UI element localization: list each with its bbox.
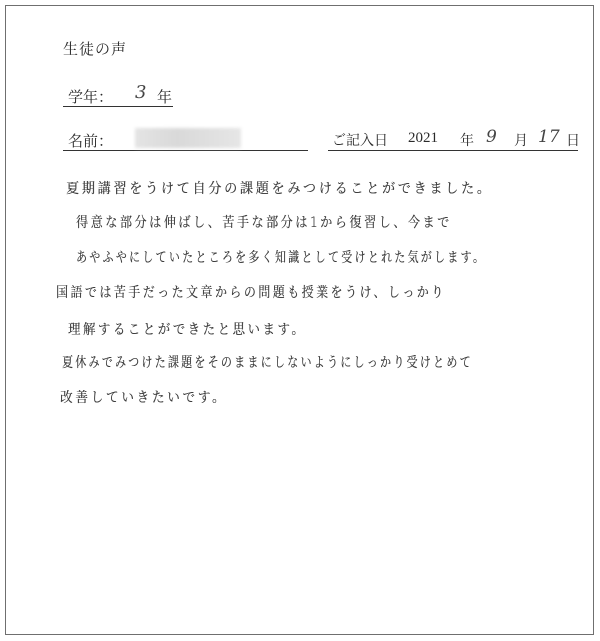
comment-line-1: 夏期講習をうけて自分の課題をみつけることができました。 bbox=[66, 181, 493, 197]
date-day: 17 bbox=[538, 127, 560, 147]
date-year-unit: 年 bbox=[460, 133, 474, 149]
name-redaction bbox=[135, 128, 241, 148]
grade-value: 3 bbox=[135, 82, 147, 103]
grade-unit: 年 bbox=[157, 88, 173, 106]
date-field bbox=[328, 127, 580, 151]
date-label: ご記入日 bbox=[332, 133, 388, 149]
comment-line-2: 得意な部分は伸ばし、苦手な部分は1から復習し、今まで bbox=[76, 215, 452, 231]
date-month: 9 bbox=[486, 127, 497, 147]
grade-label: 学年： bbox=[68, 88, 114, 106]
date-day-unit: 日 bbox=[566, 133, 580, 149]
date-year: 2021 bbox=[408, 130, 438, 146]
name-field bbox=[63, 130, 308, 151]
comment-line-4: 国語では苦手だった文章からの問題も授業をうけ、しっかり bbox=[56, 285, 446, 301]
comment-line-3: あやふやにしていたところを多く知識として受けとれた気がします。 bbox=[76, 250, 487, 266]
date-month-unit: 月 bbox=[514, 133, 528, 149]
comment-line-5: 理解することができたと思います。 bbox=[68, 322, 307, 338]
grade-field bbox=[63, 84, 173, 107]
comment-line-6: 夏休みでみつけた課題をそのままにしないようにしっかり受けとめて bbox=[62, 355, 473, 371]
comment-sheet bbox=[5, 5, 594, 635]
comment-line-7: 改善していきたいです。 bbox=[60, 390, 228, 406]
sheet-heading: 生徒の声 bbox=[63, 40, 128, 58]
name-label: 名前： bbox=[68, 132, 114, 150]
